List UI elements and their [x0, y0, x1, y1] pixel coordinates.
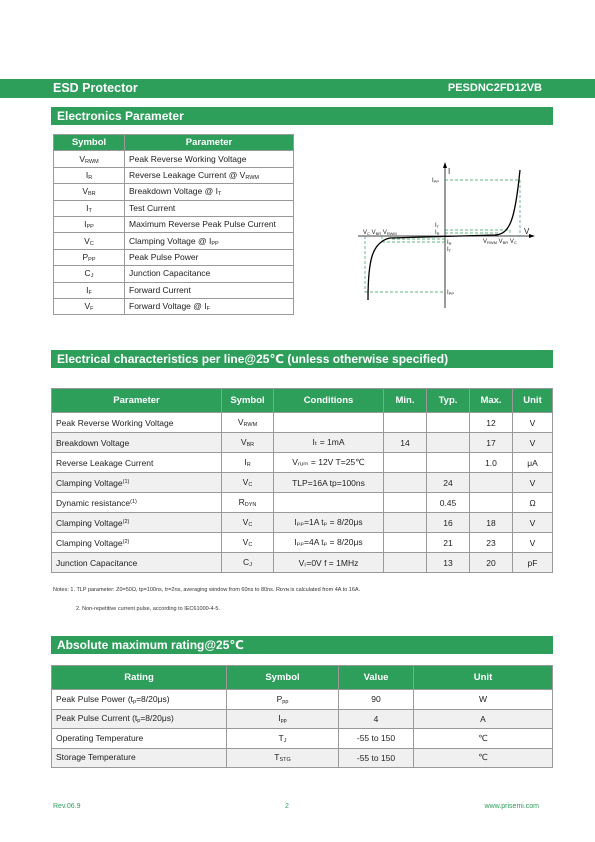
symbol-text: I: [84, 219, 87, 230]
parameter-text: Clamping Voltage: [56, 537, 123, 548]
min-cell: [384, 513, 427, 533]
rating-text: Peak Pulse Current (t: [56, 713, 138, 724]
note-1: Notes: 1. TLP parameter: Z0=50Ω, tp=100ns, tr=2ns, averaging window from 60ns to 80ns. Rᴅʏɴ is calculated from 4A to 16A.: [53, 587, 361, 593]
footnote-ref: (1): [130, 498, 137, 505]
i-axis-label: I: [448, 167, 451, 176]
value-cell: 90: [339, 690, 414, 710]
min-cell: [384, 493, 427, 513]
rating-text: Storage Temperature: [56, 752, 136, 763]
symbol-text: V: [242, 517, 249, 527]
symbol-text: I: [278, 713, 281, 724]
table-row: [54, 298, 294, 314]
typ-cell: 0.45: [427, 493, 470, 513]
parameter-cell: [125, 233, 294, 249]
parameter-cell: [125, 298, 294, 314]
column-header: Parameter: [125, 135, 294, 151]
table-row: [54, 249, 294, 265]
parameter-cell: [125, 266, 294, 282]
header-part-number: PESDNC2FD12VB: [447, 82, 542, 94]
table-row: [54, 216, 294, 232]
value-cell: 4: [339, 709, 414, 729]
parameter-cell: [125, 282, 294, 298]
min-cell: [384, 413, 427, 433]
column-header: Symbol: [54, 135, 125, 151]
parameter-text: Maximum Reverse Peak Pulse Current: [129, 219, 276, 230]
symbol-subscript: DYN: [244, 502, 257, 508]
symbol-subscript: PP: [86, 224, 94, 231]
column-header: Max.: [470, 389, 513, 413]
conditions-cell: [274, 413, 384, 433]
symbol-cell: [54, 216, 125, 232]
typ-cell: [427, 433, 470, 453]
max-cell: 12: [470, 413, 513, 433]
typ-cell: 16: [427, 513, 470, 533]
typ-cell: [427, 453, 470, 473]
max-cell: 20: [470, 553, 513, 573]
symbol-subscript: C: [248, 482, 253, 488]
symbol-cell: [54, 200, 125, 216]
rating-cell: [52, 729, 227, 749]
parameter-cell: [52, 533, 222, 553]
parameter-text: Peak Pulse Power: [129, 251, 199, 262]
max-cell: [470, 473, 513, 493]
parameter-text: Junction Capacitance: [129, 268, 211, 279]
max-cell: [470, 493, 513, 513]
symbol-subscript: T: [88, 207, 92, 214]
ir-lower-label: IR: [447, 240, 452, 246]
symbol-text: I: [86, 202, 89, 213]
column-header: Unit: [513, 389, 553, 413]
column-header: Min.: [384, 389, 427, 413]
symbol-subscript: PP: [88, 256, 96, 263]
typ-cell: 13: [427, 553, 470, 573]
symbol-text: V: [84, 235, 90, 246]
table-row: [54, 282, 294, 298]
parameter-text: Breakdown Voltage @ I: [129, 186, 218, 197]
symbol-text: C: [84, 268, 91, 279]
unit-cell: V: [513, 473, 553, 493]
parameter-cell: [125, 249, 294, 265]
symbol-cell: [227, 690, 339, 710]
table-row: [52, 453, 553, 473]
parameter-cell: [125, 167, 294, 183]
min-cell: [384, 553, 427, 573]
ir-label: IR: [435, 230, 440, 236]
parameter-cell: [125, 184, 294, 200]
parameter-text: Breakdown Voltage: [56, 437, 130, 448]
parameter-text: Forward Current: [129, 284, 191, 295]
symbol-text: C: [243, 557, 250, 567]
footer-page-number: 2: [285, 803, 289, 810]
it-lower-label: IT: [447, 247, 452, 253]
column-header: Conditions: [274, 389, 384, 413]
voltage-axis-arrow: [529, 234, 535, 238]
table-row: [52, 533, 553, 553]
parameter-cell: [125, 151, 294, 167]
parameter-cell: [52, 493, 222, 513]
symbol-text: V: [79, 153, 85, 164]
table-row: [52, 748, 553, 768]
symbol-subscript: C: [89, 240, 94, 247]
symbol-subscript: C: [248, 522, 253, 528]
rating-cell: [52, 748, 227, 768]
parameter-cell: [125, 216, 294, 232]
symbol-cell: [222, 453, 274, 473]
column-header: Symbol: [227, 666, 339, 690]
table-row: [54, 233, 294, 249]
parameter-text: Reverse Leakage Current: [56, 457, 154, 468]
it-label: IT: [435, 223, 440, 229]
unit-cell: V: [513, 413, 553, 433]
iv-characteristic-diagram: [350, 160, 540, 310]
rating-subscript: p: [137, 718, 141, 725]
symbol-subscript: RWM: [85, 158, 99, 165]
symbol-cell: [54, 184, 125, 200]
note-2: 2. Non-repetitive current pulse, according to IEC61000-4-5.: [76, 606, 220, 612]
unit-cell: pF: [513, 553, 553, 573]
unit-cell: V: [513, 533, 553, 553]
parameter-text: Junction Capacitance: [56, 557, 138, 568]
symbol-cell: [54, 266, 125, 282]
table-row: [52, 413, 553, 433]
symbol-text: I: [86, 284, 89, 295]
parameter-text: Clamping Voltage: [56, 517, 123, 528]
unit-cell: ℃: [414, 729, 553, 749]
footer-revision: Rev.06.9: [53, 803, 81, 810]
symbol-cell: [54, 233, 125, 249]
typ-cell: 24: [427, 473, 470, 493]
rating-tail: =8/20μs): [140, 713, 174, 724]
absolute-maximum-rating-table: [51, 665, 553, 768]
unit-cell: W: [414, 690, 553, 710]
max-cell: 23: [470, 533, 513, 553]
ipp-bottom-label: IPP: [447, 290, 455, 296]
unit-cell: V: [513, 433, 553, 453]
symbol-subscript: J: [283, 737, 287, 744]
table-row: [52, 473, 553, 493]
table-row: [54, 200, 294, 216]
conditions-cell: TLP=16A tp=100ns: [274, 473, 384, 493]
table-row: [54, 184, 294, 200]
parameter-cell: [125, 200, 294, 216]
conditions-cell: Vᵣ=0V f = 1MHz: [274, 553, 384, 573]
min-cell: [384, 533, 427, 553]
max-cell: 18: [470, 513, 513, 533]
electrical-characteristics-table: [51, 388, 553, 573]
symbol-cell: [54, 151, 125, 167]
symbol-text: T: [274, 752, 280, 763]
unit-cell: V: [513, 513, 553, 533]
footer-website-link[interactable]: www.prisemi.com: [484, 803, 539, 810]
symbol-cell: [227, 729, 339, 749]
symbol-subscript: pp: [282, 698, 289, 705]
symbol-subscript: BR: [88, 191, 96, 198]
symbol-subscript: J: [90, 273, 94, 280]
table-row: [52, 513, 553, 533]
table-row: [52, 690, 553, 710]
footnote-ref: (2): [122, 538, 130, 545]
symbol-text: V: [237, 417, 244, 427]
typ-cell: [427, 413, 470, 433]
symbol-text: P: [276, 693, 283, 704]
value-cell: -55 to 150: [339, 748, 414, 768]
max-cell: 1.0: [470, 453, 513, 473]
symbol-text: V: [240, 437, 247, 447]
symbol-text: I: [85, 169, 89, 180]
table-row: [52, 729, 553, 749]
unit-cell: ℃: [414, 748, 553, 768]
unit-cell: μA: [513, 453, 553, 473]
parameter-text: Test Current: [129, 202, 176, 213]
table-row: [54, 151, 294, 167]
typ-cell: 21: [427, 533, 470, 553]
parameter-subscript: T: [217, 191, 222, 198]
symbol-cell: [54, 282, 125, 298]
unit-cell: A: [414, 709, 553, 729]
symbol-subscript: R: [246, 462, 251, 468]
parameter-subscript: PP: [211, 240, 219, 247]
electronics-parameter-table: [53, 134, 294, 315]
column-header: Unit: [414, 666, 553, 690]
symbol-subscript: R: [88, 174, 93, 181]
symbol-subscript: STG: [279, 757, 291, 764]
conditions-cell: Iₚₚ=1A tₚ = 8/20μs: [274, 513, 384, 533]
parameter-cell: [52, 453, 222, 473]
column-header: Symbol: [222, 389, 274, 413]
parameter-text: Peak Reverse Working Voltage: [129, 153, 247, 164]
rating-subscript: p: [133, 698, 137, 705]
unit-cell: Ω: [513, 493, 553, 513]
table-row: [54, 266, 294, 282]
symbol-cell: [227, 709, 339, 729]
header-title: ESD Protector: [53, 81, 138, 95]
parameter-cell: [52, 433, 222, 453]
min-cell: 14: [384, 433, 427, 453]
symbol-subscript: F: [90, 306, 94, 313]
right-voltage-labels: VRWM VBR VC: [483, 239, 517, 245]
parameter-cell: [52, 413, 222, 433]
symbol-cell: [222, 553, 274, 573]
table-row: [52, 433, 553, 453]
symbol-text: V: [84, 301, 91, 312]
symbol-cell: [54, 249, 125, 265]
parameter-cell: [52, 473, 222, 493]
symbol-cell: [222, 473, 274, 493]
symbol-cell: [54, 167, 125, 183]
symbol-text: V: [82, 186, 89, 197]
symbol-subscript: pp: [280, 718, 287, 725]
column-header: Typ.: [427, 389, 470, 413]
rating-cell: [52, 690, 227, 710]
parameter-subscript: F: [206, 306, 210, 313]
symbol-subscript: C: [248, 542, 253, 548]
column-header: Value: [339, 666, 414, 690]
conditions-cell: Vᵣᵤₘ = 12V T=25℃: [274, 453, 384, 473]
parameter-text: Forward Voltage @ I: [129, 301, 207, 312]
parameter-text: Clamping Voltage: [56, 477, 123, 488]
conditions-cell: [274, 493, 384, 513]
symbol-cell: [227, 748, 339, 768]
symbol-text: R: [238, 497, 245, 507]
symbol-cell: [222, 413, 274, 433]
parameter-cell: [52, 513, 222, 533]
symbol-subscript: F: [88, 289, 92, 296]
symbol-cell: [222, 513, 274, 533]
conditions-cell: Iₜ = 1mA: [274, 433, 384, 453]
symbol-cell: [222, 433, 274, 453]
table-row: [52, 553, 553, 573]
symbol-subscript: J: [249, 562, 252, 568]
section-absolute-maximum-rating: Absolute maximum rating@25℃: [51, 636, 553, 654]
parameter-text: Reverse Leakage Current @ V: [129, 169, 246, 180]
rating-text: Peak Pulse Power (t: [56, 693, 134, 704]
min-cell: [384, 453, 427, 473]
symbol-text: V: [242, 477, 249, 487]
symbol-subscript: RWM: [243, 422, 258, 428]
column-header: Parameter: [52, 389, 222, 413]
parameter-text: Peak Reverse Working Voltage: [56, 417, 174, 428]
footnote-ref: (1): [122, 478, 130, 485]
section-electrical-characteristics: Electrical characteristics per line@25℃ (unless otherwise specified): [51, 350, 553, 368]
rating-text: Operating Temperature: [56, 732, 144, 743]
min-cell: [384, 473, 427, 493]
parameter-cell: [52, 553, 222, 573]
value-cell: -55 to 150: [339, 729, 414, 749]
max-cell: 17: [470, 433, 513, 453]
parameter-text: Clamping Voltage @ I: [129, 235, 212, 246]
symbol-cell: [222, 493, 274, 513]
current-axis-arrow: [443, 162, 447, 168]
table-row: [52, 709, 553, 729]
left-voltage-labels: VC VBR VRWM: [363, 230, 397, 236]
section-electronics-parameter: Electronics Parameter: [51, 107, 553, 125]
table-row: [52, 493, 553, 513]
v-axis-label: V: [524, 227, 530, 236]
column-header: Rating: [52, 666, 227, 690]
symbol-text: V: [242, 537, 249, 547]
symbol-text: T: [278, 732, 284, 743]
symbol-cell: [222, 533, 274, 553]
rating-tail: =8/20μs): [136, 693, 170, 704]
conditions-cell: Iₚₚ=4A tₚ = 8/20μs: [274, 533, 384, 553]
footnote-ref: (2): [122, 518, 130, 525]
parameter-subscript: RWM: [245, 174, 260, 181]
symbol-subscript: BR: [246, 442, 255, 448]
header-bar: [0, 79, 595, 98]
ipp-top-label: IPP: [432, 178, 440, 184]
symbol-text: P: [82, 251, 89, 262]
rating-cell: [52, 709, 227, 729]
symbol-text: I: [244, 457, 247, 467]
parameter-text: Dynamic resistance: [56, 497, 131, 508]
symbol-cell: [54, 298, 125, 314]
table-row: [54, 167, 294, 183]
